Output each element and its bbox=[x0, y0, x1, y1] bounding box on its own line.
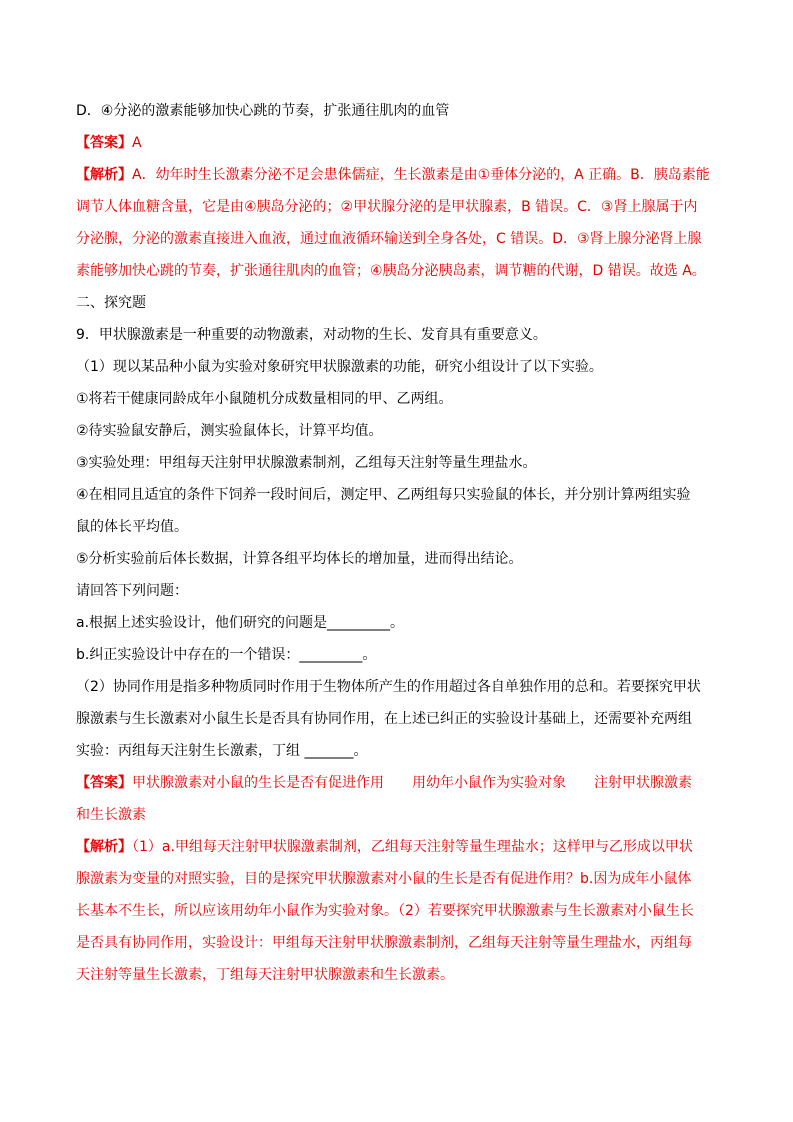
analysis-2-line-5: 天注射等量生长激素，丁组每天注射甲状腺激素和生长激素。 bbox=[76, 967, 454, 983]
section-title: 二、探究题 bbox=[76, 295, 146, 311]
answer-1-text: A bbox=[132, 135, 142, 151]
q9-step-5: ⑤分析实验前后体长数据，计算各组平均体长的增加量，进而得出结论。 bbox=[76, 551, 523, 567]
q9-step-3: ③实验处理：甲组每天注射甲状腺激素制剂，乙组每天注射等量生理盐水。 bbox=[76, 455, 537, 471]
analysis-1-line-2: 调节人体血糖含量，它是由④胰岛分泌的；②甲状腺分泌的是甲状腺素，B 错误。C．③肾上腺属于内 bbox=[76, 199, 698, 215]
analysis-2-line-2: 腺激素为变量的对照实验，目的是探究甲状腺激素对小鼠的生长是否有促进作用？b.因为成年小鼠体 bbox=[76, 871, 692, 887]
q9-step-1: ①将若干健康同龄成年小鼠随机分成数量相同的甲、乙两组。 bbox=[76, 391, 453, 407]
q9-part1-intro: （1）现以某品种小鼠为实验对象研究甲状腺激素的功能，研究小组设计了以下实验。 bbox=[76, 359, 603, 375]
answer-1-tag: 【答案】 bbox=[76, 135, 132, 151]
q9-part2-line-3: 实验：丙组每天注射生长激素，丁组 _______。 bbox=[76, 743, 368, 759]
q9-question-a: a.根据上述实验设计，他们研究的问题是_________。 bbox=[76, 615, 405, 631]
q9-question-b: b.纠正实验设计中存在的一个错误：_________。 bbox=[76, 647, 377, 663]
analysis-1-line-3: 分泌腺，分泌的激素直接进入血液，通过血液循环输送到全身各处，C 错误。D．③肾上腺分泌肾上腺 bbox=[76, 231, 702, 247]
analysis-1-text-1: A．幼年时生长激素分泌不足会患侏儒症，生长激素是由①垂体分泌的，A 正确。B．胰岛素能 bbox=[132, 167, 710, 183]
analysis-2-line-3: 长基本不生长，所以应该用幼年小鼠作为实验对象。（2）若要探究甲状腺激素与生长激素对小鼠生长 bbox=[76, 903, 694, 919]
q9-step-4-line-2: 鼠的体长平均值。 bbox=[76, 519, 188, 535]
analysis-2-line-1 bbox=[76, 837, 726, 857]
q9-part2-line-1: （2）协同作用是指多种物质同时作用于生物体所产生的作用超过各自单独作用的总和。若要探究甲状 bbox=[76, 679, 701, 695]
q9-prompt: 请回答下列问题： bbox=[76, 583, 188, 599]
answer-1 bbox=[76, 133, 726, 153]
q9-stem: 9．甲状腺激素是一种重要的动物激素，对动物的生长、发育具有重要意义。 bbox=[76, 327, 547, 343]
answer-2-line-1 bbox=[76, 773, 726, 793]
analysis-2-line-4: 是否具有协同作用，实验设计：甲组每天注射甲状腺激素制剂，乙组每天注射等量生理盐水，丙组每 bbox=[76, 935, 692, 951]
answer-2-tag: 【答案】 bbox=[76, 775, 132, 791]
analysis-2-tag: 【解析】 bbox=[76, 839, 132, 855]
option-d: D．④分泌的激素能够加快心跳的节奏，扩张通往肌肉的血管 bbox=[76, 103, 450, 119]
analysis-1-line-4: 素能够加快心跳的节奏，扩张通往肌肉的血管；④胰岛分泌胰岛素，调节糖的代谢，D 错误。故选 A。 bbox=[76, 263, 706, 279]
q9-step-2: ②待实验鼠安静后，测实验鼠体长，计算平均值。 bbox=[76, 423, 383, 439]
answer-2-text-1: 甲状腺激素对小鼠的生长是否有促进作用 用幼年小鼠作为实验对象 注射甲状腺激素 bbox=[132, 775, 692, 791]
analysis-1-line-1 bbox=[76, 165, 726, 185]
analysis-2-text-1: （1）a.甲组每天注射甲状腺激素制剂，乙组每天注射等量生理盐水；这样甲与乙形成以甲状 bbox=[132, 839, 693, 855]
q9-step-4-line-1: ④在相同且适宜的条件下饲养一段时间后，测定甲、乙两组每只实验鼠的体长，并分别计算两组实验 bbox=[76, 487, 691, 503]
q9-part2-line-2: 腺激素与生长激素对小鼠生长是否具有协同作用，在上述已纠正的实验设计基础上，还需要补充两组 bbox=[76, 711, 692, 727]
answer-2-line-2: 和生长激素 bbox=[76, 807, 146, 823]
analysis-1-tag: 【解析】 bbox=[76, 167, 132, 183]
